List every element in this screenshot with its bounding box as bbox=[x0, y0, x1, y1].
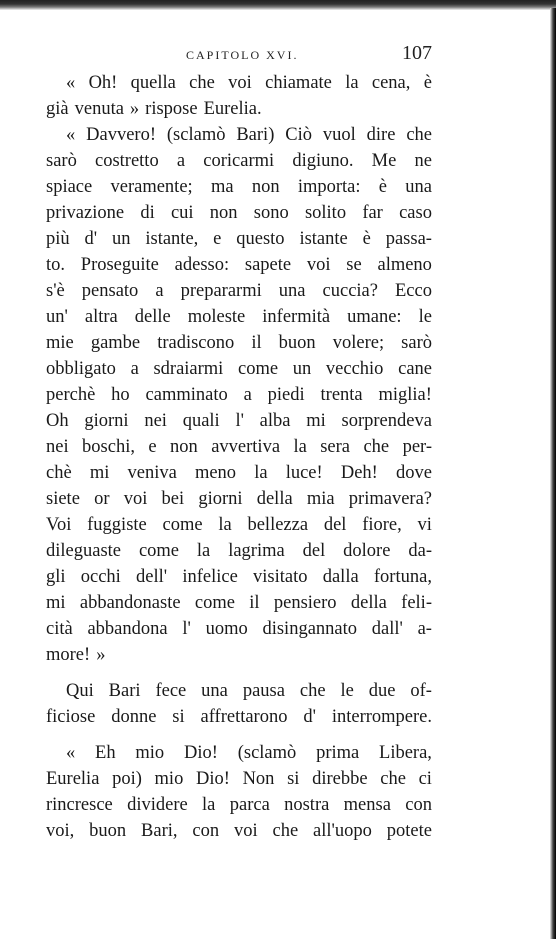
text-line: privazione di cui non sono solito far caso bbox=[46, 203, 432, 223]
text-line: « Eh mio Dio! (sclamò prima Libera, bbox=[66, 743, 432, 763]
text-line: Qui Bari fece una pausa che le due of- bbox=[66, 681, 432, 701]
page-right-edge bbox=[550, 8, 556, 939]
text-line: dileguaste come la lagrima del dolore da- bbox=[46, 541, 432, 561]
text-line: Eurelia poi) mio Dio! Non si direbbe che ci bbox=[46, 769, 432, 789]
text-line: s'è pensato a prepararmi una cuccia? Ecco bbox=[46, 281, 432, 301]
text-line: « Oh! quella che voi chiamate la cena, è bbox=[66, 73, 432, 93]
text-line: « Davvero! (sclamò Bari) Ciò vuol dire che bbox=[66, 125, 432, 145]
text-line: gli occhi dell' infelice visitato dalla fortuna, bbox=[46, 567, 432, 587]
text-line: già venuta » rispose Eurelia. bbox=[46, 99, 262, 119]
text-line: un' altra delle moleste infermità umane: le bbox=[46, 307, 432, 327]
text-line: voi, buon Bari, con voi che all'uopo potete bbox=[46, 821, 432, 841]
text-line: Voi fuggiste come la bellezza del fiore, vi bbox=[46, 515, 432, 535]
text-line: obbligato a sdraiarmi come un vecchio cane bbox=[46, 359, 432, 379]
text-line: ficiose donne si affrettarono d' interrompere. bbox=[46, 707, 432, 727]
text-line: sarò costretto a coricarmi digiuno. Me ne bbox=[46, 151, 432, 171]
text-line: spiace veramente; ma non importa: è una bbox=[46, 177, 432, 197]
text-line: mie gambe tradiscono il buon volere; sarò bbox=[46, 333, 432, 353]
text-line: to. Proseguite adesso: sapete voi se almeno bbox=[46, 255, 432, 275]
text-line: cità abbandona l' uomo disingannato dall' a- bbox=[46, 619, 432, 639]
text-line: rincresce dividere la parca nostra mensa con bbox=[46, 795, 432, 815]
text-line: più d' un istante, e questo istante è passa- bbox=[46, 229, 432, 249]
text-line: more! » bbox=[46, 645, 106, 665]
text-line: mi abbandonaste come il pensiero della feli- bbox=[46, 593, 432, 613]
text-line: siete or voi bei giorni della mia primavera? bbox=[46, 489, 432, 509]
body-text bbox=[46, 70, 432, 844]
page-top-edge bbox=[0, 0, 556, 10]
text-line: nei boschi, e non avvertiva la sera che per- bbox=[46, 437, 432, 457]
text-line: Oh giorni nei quali l' alba mi sorprendeva bbox=[46, 411, 432, 431]
page-number: 107 bbox=[402, 42, 432, 64]
text-line: chè mi veniva meno la luce! Deh! dove bbox=[46, 463, 432, 483]
page-header bbox=[46, 42, 432, 70]
text-line: perchè ho camminato a piedi trenta miglia! bbox=[46, 385, 432, 405]
running-head: CAPITOLO XVI. bbox=[186, 48, 299, 62]
